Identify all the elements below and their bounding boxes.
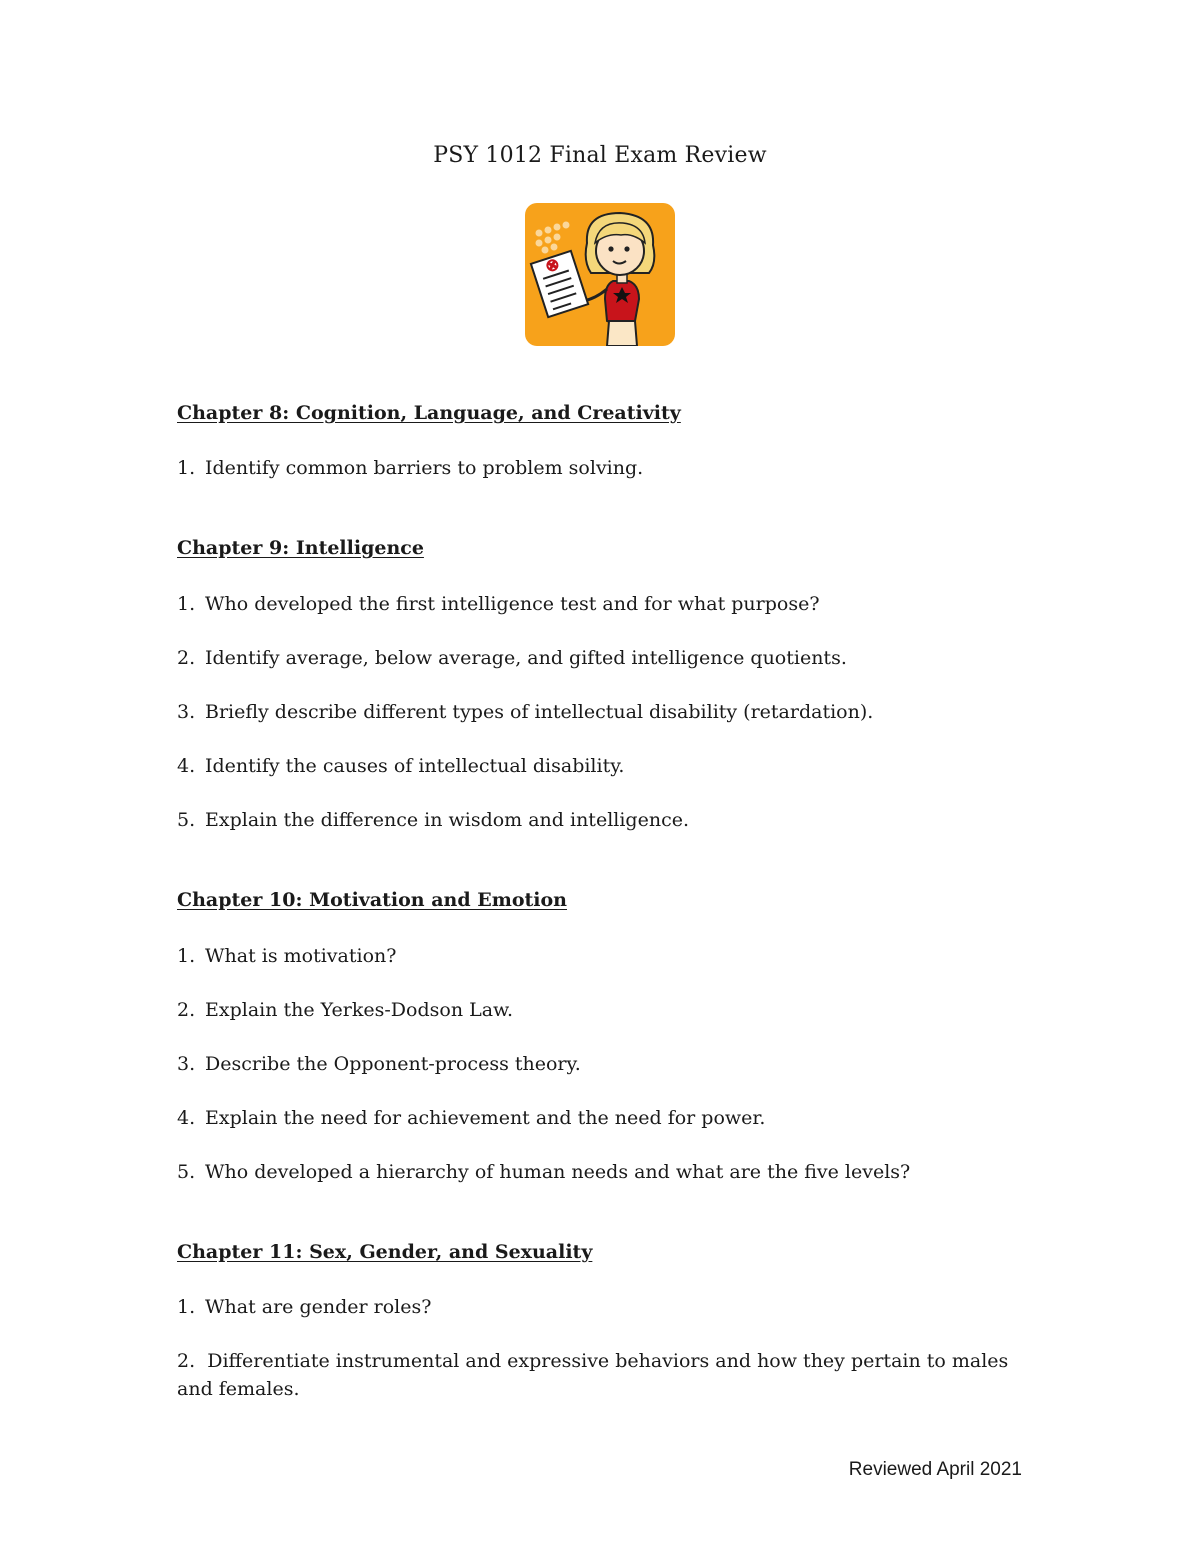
list-item: 2. Differentiate instrumental and expressive behaviors and how they pertain to males and females. (177, 1350, 1009, 1400)
list-item: 3. Briefly describe different types of intellectual disability (retardation). (177, 701, 874, 723)
list-item: 3. Describe the Opponent-process theory. (177, 1053, 581, 1075)
section-heading-chapter-11: Chapter 11: Sex, Gender, and Sexuality (177, 1241, 593, 1263)
list-item: 4. Identify the causes of intellectual disability. (177, 755, 625, 777)
section-heading-chapter-8: Chapter 8: Cognition, Language, and Creativity (177, 402, 681, 424)
list-item: 5. Explain the difference in wisdom and intelligence. (177, 809, 689, 831)
footer-reviewed-date: Reviewed April 2021 (848, 1459, 1022, 1480)
list-item: 1. Who developed the first intelligence test and for what purpose? (177, 593, 820, 615)
list-item: 1. What is motivation? (177, 945, 397, 967)
page-title: PSY 1012 Final Exam Review (433, 143, 767, 168)
list-item: 5. Who developed a hierarchy of human needs and what are the five levels? (177, 1161, 911, 1183)
list-item: 4. Explain the need for achievement and the need for power. (177, 1107, 766, 1129)
list-item: 1. What are gender roles? (177, 1296, 432, 1318)
section-heading-chapter-9: Chapter 9: Intelligence (177, 537, 424, 559)
list-item: 1. Identify common barriers to problem solving. (177, 457, 644, 479)
student-holding-graded-paper-icon (525, 203, 675, 346)
list-item: 2. Explain the Yerkes-Dodson Law. (177, 999, 514, 1021)
section-heading-chapter-10: Chapter 10: Motivation and Emotion (177, 889, 568, 911)
list-item: 2. Identify average, below average, and gifted intelligence quotients. (177, 647, 847, 669)
